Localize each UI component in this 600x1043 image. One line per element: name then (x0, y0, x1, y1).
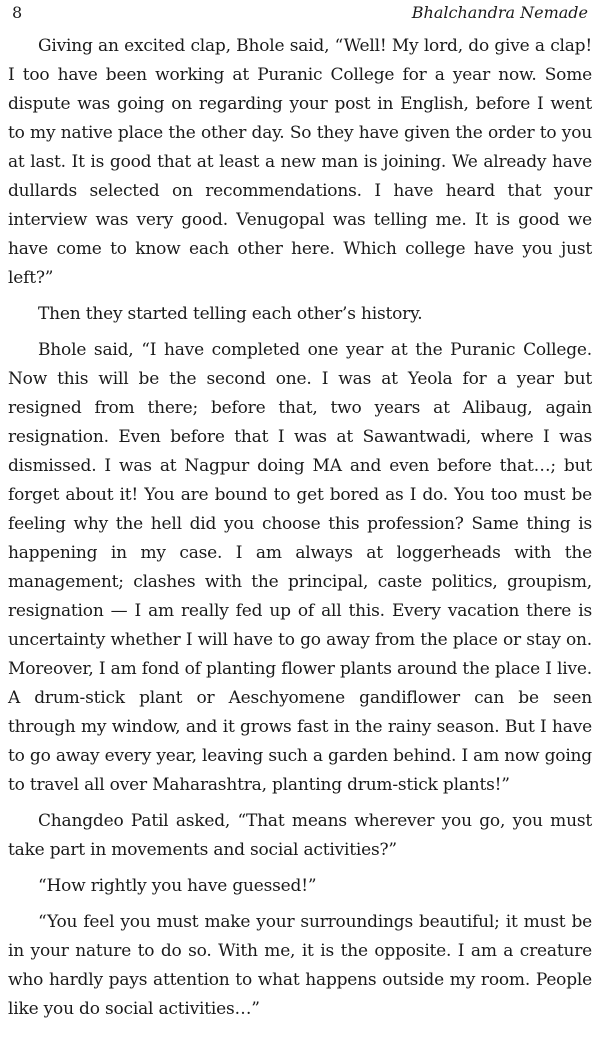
paragraph: Then they started telling each other’s history. (38, 304, 423, 324)
paragraph: Giving an excited clap, Bhole said, “Well! My lord, do give a clap! I too have been working at Puranic College for a year now. Some dispute was going on regarding your post in English, before I went to my native place the other day. So they have given the order to you at last. It is good that at least a new man is joining. We already have dullards selected on recommendations. I have heard that your interview was very good. Venugopal was telling me. It is good we have come to know each other here. Which college have you just left?” (8, 36, 592, 288)
paragraph: Bhole said, “I have completed one year at the Puranic College. Now this will be the second one. I was at Yeola for a year but resigned from there; before that, two years at Alibaug, again resignation. Even before that I was at Sawantwadi, where I was dismissed. I was at Nagpur doing MA and even before that…; but forget about it! You are bound to get bored as I do. You too must be feeling why the hell did you choose this profession? Same thing is happening in my case. I am always at loggerheads with the management; clashes with the principal, caste politics, groupism, resignation — I am really fed up of all this. Every vacation there is uncertainty whether I will have to go away from the place or stay on. Moreover, I am fond of planting flower plants around the place I live. A drum-stick plant or Aeschyomene gandiflower can be seen through my window, and it grows fast in the rainy season. But I have to go away every year, leaving such a garden behind. I am now going to travel all over Maharashtra, planting drum-stick plants!” (8, 340, 592, 795)
paragraph: “You feel you must make your surroundings beautiful; it must be in your nature to do so. With me, it is the opposite. I am a creature who hardly pays attention to what happens outside my room. People like you do social activities…” (8, 912, 592, 1019)
paragraph: “How rightly you have guessed!” (38, 876, 317, 896)
page-number: 8 (12, 3, 23, 22)
paragraph: Changdeo Patil asked, “That means wherever you go, you must take part in movements and social activities?” (8, 811, 592, 860)
running-title: Bhalchandra Nemade (411, 3, 588, 22)
body-text (8, 32, 592, 1024)
running-head (8, 0, 592, 26)
